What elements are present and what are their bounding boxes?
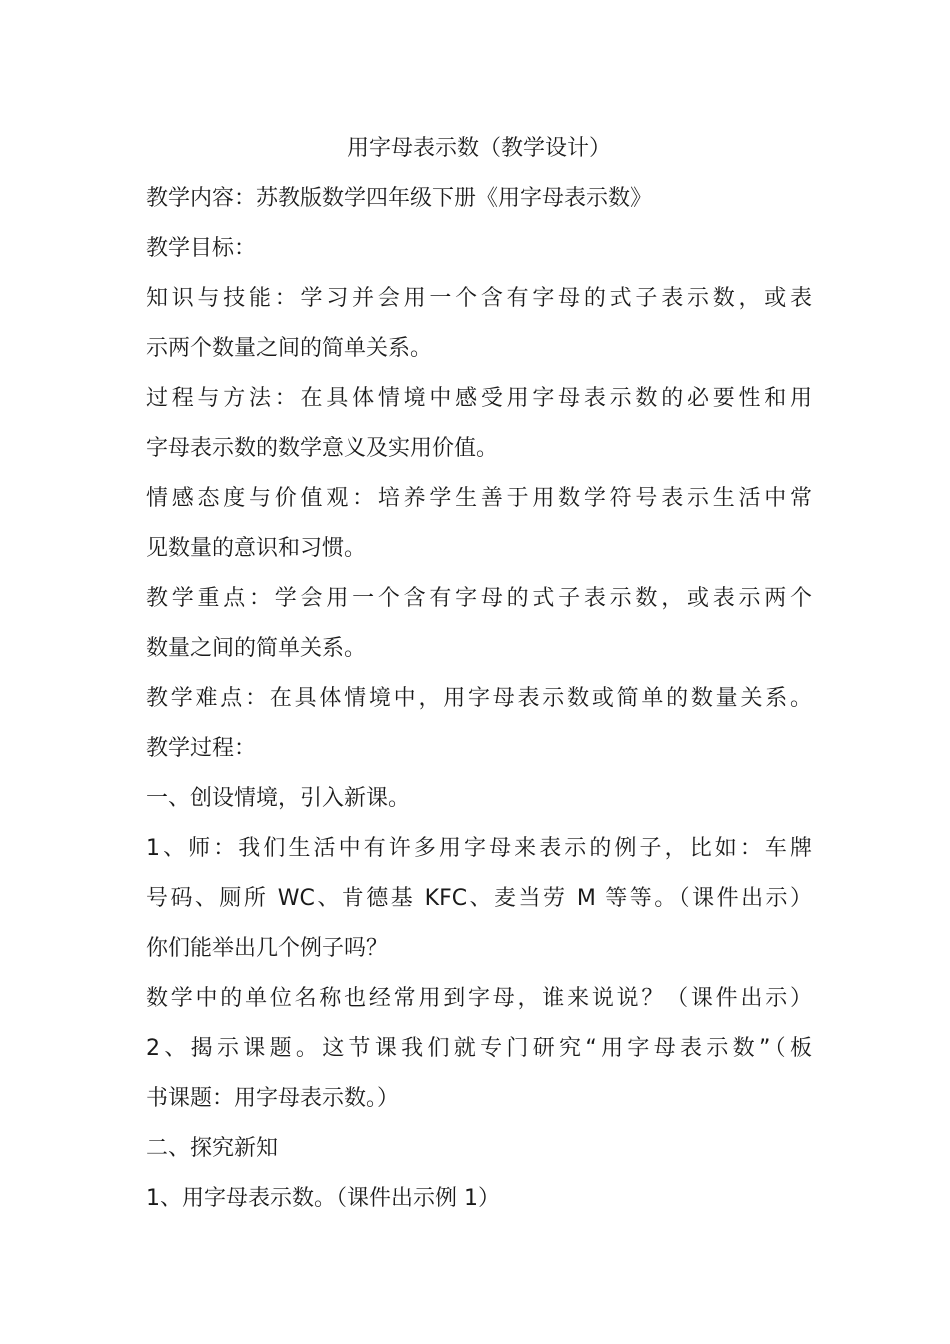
unit-names-line: 数学中的单位名称也经常用到字母，谁来说说？（课件出示） [146, 986, 812, 1011]
teaching-process-heading: 教学过程： [146, 736, 257, 761]
emotion-attitude-line-1: 情感态度与价值观：培养学生善于用数学符号表示生活中常 [146, 486, 812, 511]
process-method-line-1: 过程与方法：在具体情境中感受用字母表示数的必要性和用 [146, 386, 812, 411]
step-one-line-2: 号码、厕所 WC、肯德基 KFC、麦当劳 M 等等。（课件出示） [146, 886, 812, 911]
teaching-goals-heading: 教学目标： [146, 236, 257, 261]
difficult-point-line: 教学难点：在具体情境中，用字母表示数或简单的数量关系。 [146, 686, 812, 711]
knowledge-skills-line-2: 示两个数量之间的简单关系。 [146, 336, 433, 361]
key-point-line-1: 教学重点：学会用一个含有字母的式子表示数，或表示两个 [146, 586, 812, 611]
step-one-line-3: 你们能举出几个例子吗？ [146, 936, 389, 961]
subsection-one-heading: 1、用字母表示数。（课件出示例 1） [146, 1186, 500, 1211]
step-two-line-1: 2、揭示课题。这节课我们就专门研究“用字母表示数”（板 [146, 1036, 812, 1061]
step-one-line-1: 1、师：我们生活中有许多用字母来表示的例子，比如：车牌 [146, 836, 812, 861]
process-method-line-2: 字母表示数的数学意义及实用价值。 [146, 436, 499, 461]
document-body [146, 124, 812, 1224]
teaching-content-line: 教学内容：苏教版数学四年级下册《用字母表示数》 [146, 186, 653, 211]
key-point-line-2: 数量之间的简单关系。 [146, 636, 367, 661]
step-two-line-2: 书课题：用字母表示数。） [146, 1086, 400, 1111]
knowledge-skills-line-1: 知识与技能：学习并会用一个含有字母的式子表示数，或表 [146, 286, 812, 311]
document-title: 用字母表示数（教学设计） [346, 136, 611, 161]
section-one-heading: 一、创设情境，引入新课。 [146, 786, 411, 811]
section-two-heading: 二、探究新知 [146, 1136, 279, 1161]
emotion-attitude-line-2: 见数量的意识和习惯。 [146, 536, 367, 561]
